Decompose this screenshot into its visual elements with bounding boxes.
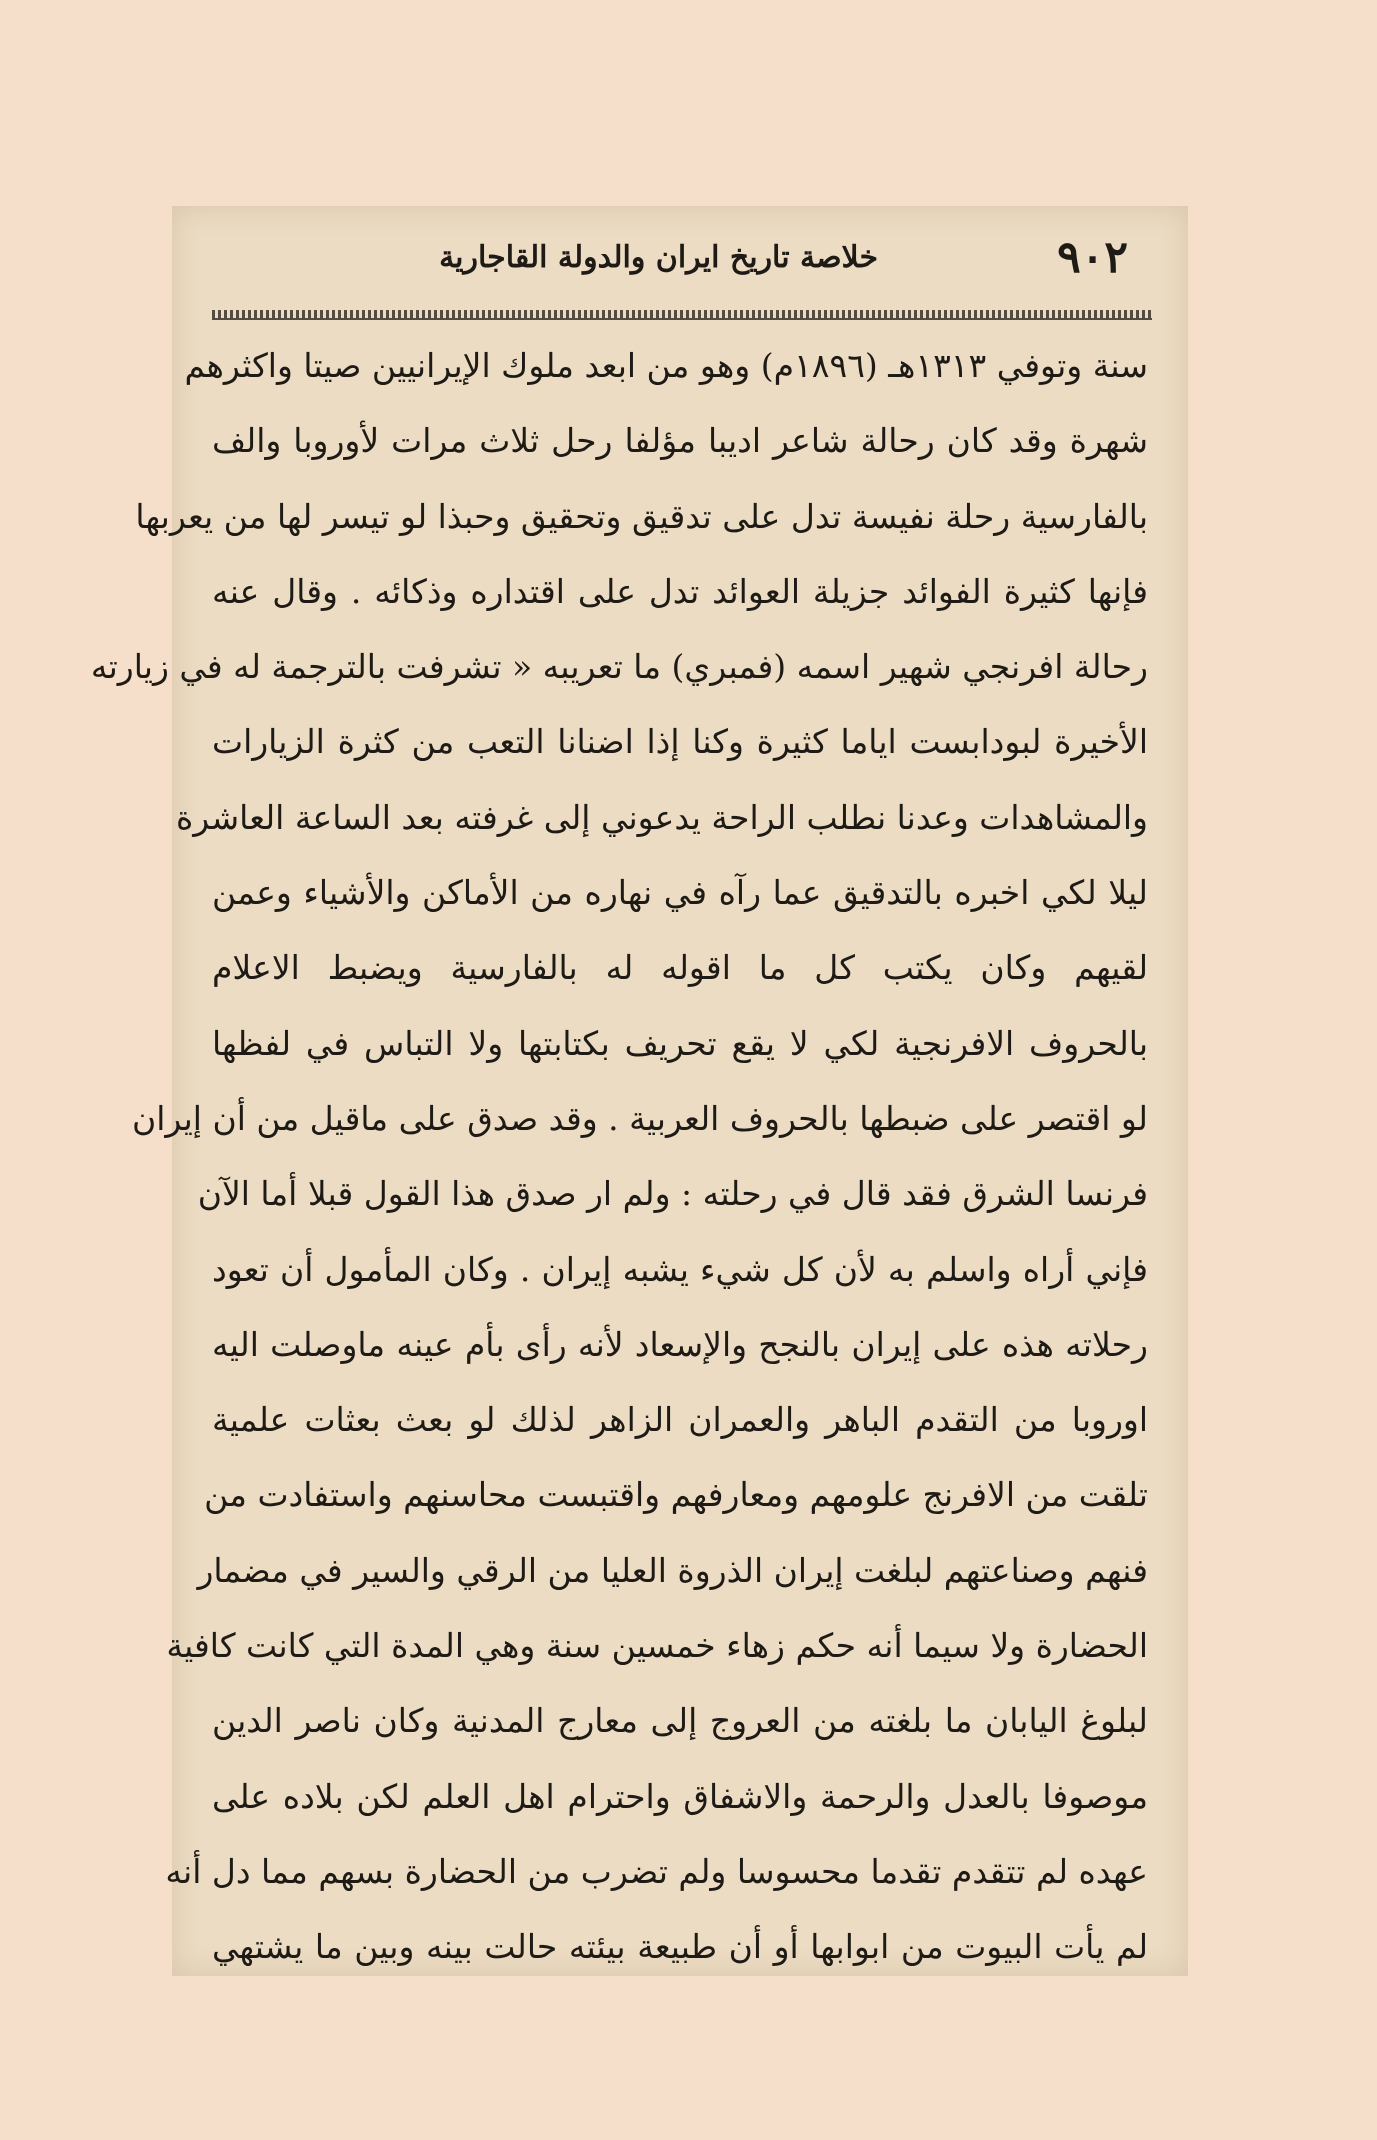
text-line: شهرة وقد كان رحالة شاعر اديبا مؤلفا رحل ثلاث مرات لأوروبا والف (212, 421, 1148, 461)
text-line: والمشاهدات وعدنا نطلب الراحة يدعوني إلى غرفته بعد الساعة العاشرة (176, 797, 1148, 837)
page-header (212, 226, 1148, 296)
text-line: بالفارسية رحلة نفيسة تدل على تدقيق وتحقيق وحبذا لو تيسر لها من يعربها (135, 496, 1148, 536)
text-line: فرنسا الشرق فقد قال في رحلته : ولم ار صدق هذا القول قبلا أما الآن (197, 1174, 1148, 1214)
text-line: الأخيرة لبودابست اياما كثيرة وكنا إذا اضنانا التعب من كثرة الزيارات (212, 722, 1148, 762)
text-line: فإنها كثيرة الفوائد جزيلة العوائد تدل على اقتداره وذكائه . وقال عنه (212, 571, 1148, 611)
text-line: سنة وتوفي ١٣١٣هـ (١٨٩٦م) وهو من ابعد ملوك الإيرانيين صيتا واكثرهم (184, 346, 1148, 385)
text-line: عهده لم تتقدم تقدما محسوسا ولم تضرب من الحضارة بسهم مما دل أنه (165, 1851, 1148, 1891)
text-line: رحالة افرنجي شهير اسمه (فمبري) ما تعريبه « تشرفت بالترجمة له في زيارته (90, 647, 1148, 687)
text-line: لبلوغ اليابان ما بلغته من العروج إلى معارج المدنية وكان ناصر الدين (212, 1701, 1148, 1741)
text-line: فنهم وصناعتهم لبلغت إيران الذروة العليا من الرقي والسير في مضمار (197, 1550, 1148, 1590)
text-line: بالحروف الافرنجية لكي لا يقع تحريف بكتابتها ولا التباس في لفظها (212, 1023, 1148, 1063)
header-divider (212, 310, 1152, 320)
text-line: فإني أراه واسلم به لأن كل شيء يشبه إيران . وكان المأمول أن تعود (212, 1249, 1148, 1289)
text-line: لو اقتصر على ضبطها بالحروف العربية . وقد صدق على ماقيل من أن إيران (132, 1098, 1148, 1138)
text-line: لقيهم وكان يكتب كل ما اقوله له بالفارسية ويضبط الاعلام (212, 948, 1148, 988)
text-line: اوروبا من التقدم الباهر والعمران الزاهر لذلك لو بعث بعثات علمية (212, 1400, 1148, 1440)
text-line: الحضارة ولا سيما أنه حكم زهاء خمسين سنة وهي المدة التي كانت كافية (166, 1626, 1148, 1666)
book-page (90, 206, 1188, 1976)
running-head: خلاصة تاريخ ايران والدولة القاجارية (439, 240, 878, 275)
text-line: تلقت من الافرنج علومهم ومعارفهم واقتبست محاسنهم واستفادت من (204, 1475, 1148, 1515)
text-line: رحلاته هذه على إيران بالنجح والإسعاد لأنه رأى بأم عينه ماوصلت اليه (212, 1324, 1148, 1364)
text-line: لم يأت البيوت من ابوابها أو أن طبيعة بيئته حالت بينه وبين ما يشتهي (212, 1927, 1148, 1967)
page-number: ٩٠٢ (1057, 232, 1128, 283)
text-line: ليلا لكي اخبره بالتدقيق عما رآه في نهاره من الأماكن والأشياء وعمن (212, 873, 1148, 913)
body-text (90, 328, 1148, 1985)
text-line: موصوفا بالعدل والرحمة والاشفاق واحترام اهل العلم لكن بلاده على (212, 1776, 1148, 1816)
